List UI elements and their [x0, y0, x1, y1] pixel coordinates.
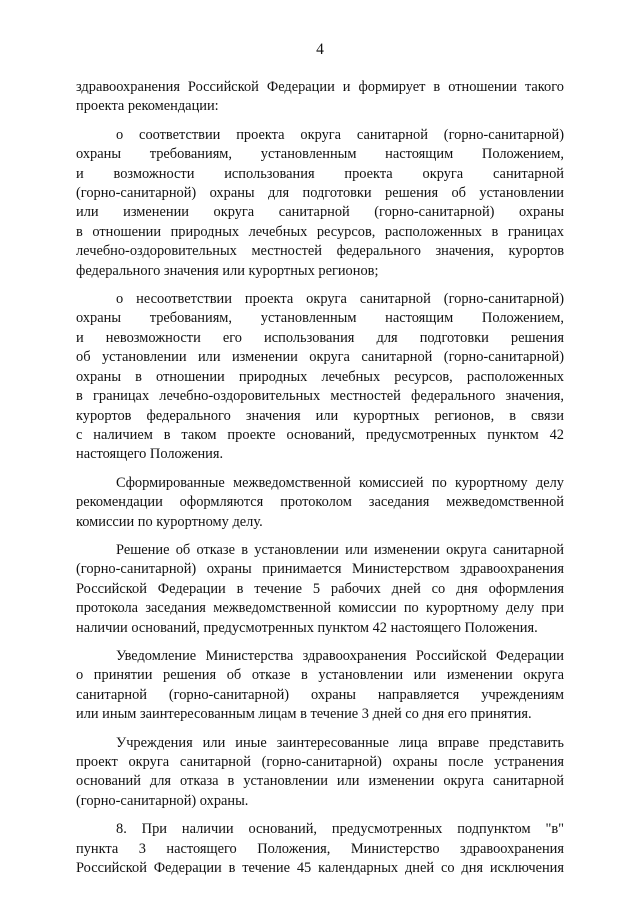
text-line: с наличием в таком проекте оснований, предусмотренных пунктом 42 — [76, 426, 564, 443]
text-line: в отношении природных лечебных ресурсов, расположенных в границах — [76, 223, 564, 240]
text-line: курортов федерального значения или курортных регионов, в связи — [76, 407, 564, 424]
text-line: проект округа санитарной (горно-санитарной) охраны после устранения — [76, 754, 564, 770]
text-line: (горно-санитарной) охраны. — [76, 792, 249, 809]
text-line: комиссии по курортному делу. — [76, 513, 263, 530]
text-line: и невозможности его использования для подготовки решения — [76, 329, 564, 346]
text-line: проекта рекомендации: — [76, 98, 219, 115]
text-line: Учреждения или иные заинтересованные лица вправе представить — [116, 734, 564, 751]
text-line: Уведомление Министерства здравоохранения Российской Федерации — [116, 647, 564, 664]
text-line: настоящего Положения. — [76, 446, 224, 463]
text-line: Сформированные межведомственной комиссией по курортному делу — [116, 474, 564, 491]
text-line: протокола заседания межведомственной комиссии по курортному делу при — [76, 600, 564, 617]
text-line: (горно-санитарной) охраны принимается Министерством здравоохранения — [76, 561, 564, 578]
text-line: санитарной (горно-санитарной) охраны направляется учреждениям — [76, 686, 564, 703]
text-line: пункта 3 настоящего Положения, Министерство здравоохранения — [76, 840, 564, 857]
text-line: охраны требованиям, установленным настоящим Положением, — [76, 310, 564, 327]
text-line: (горно-санитарной) охраны для подготовки решения об установлении — [76, 185, 564, 202]
text-line: наличии оснований, предусмотренных пунктом 42 настоящего Положения. — [76, 619, 538, 636]
text-line: Российской Федерации в течение 5 рабочих дней со дня оформления — [76, 580, 564, 597]
text-line: оснований для отказа в установлении или изменении округа санитарной — [76, 773, 564, 790]
text-line: лечебно-оздоровительных местностей федерального значения, курортов — [76, 243, 564, 260]
text-line: федерального значения или курортных регионов; — [76, 262, 379, 279]
text-line: Решение об отказе в установлении или изменении округа санитарной — [116, 541, 564, 558]
text-line: здравоохранения Российской Федерации и формирует в отношении такого — [76, 79, 564, 95]
page-number: 4 — [316, 41, 324, 58]
text-line: или иным заинтересованным лицам в течение 3 дней со дня его принятия. — [76, 706, 532, 723]
text-line: рекомендации оформляются протоколом заседания межведомственной — [76, 494, 564, 511]
text-line: о соответствии проекта округа санитарной (горно-санитарной) — [116, 126, 564, 143]
text-line: Российской Федерации в течение 45 календарных дней со дня исключения — [76, 860, 564, 877]
text-line: об установлении или изменении округа санитарной (горно-санитарной) — [76, 349, 564, 366]
text-line: охраны в отношении природных лечебных ресурсов, расположенных — [76, 368, 564, 385]
text-line: в границах лечебно-оздоровительных местностей федерального значения, — [76, 388, 564, 405]
text-line: о принятии решения об отказе в установлении или изменении округа — [76, 667, 564, 684]
text-line: о несоответствии проекта округа санитарной (горно-санитарной) — [116, 291, 564, 308]
text-line: 8. При наличии оснований, предусмотренных подпунктом "в" — [116, 821, 564, 838]
text-line: или изменении округа санитарной (горно-санитарной) охраны — [76, 204, 564, 221]
text-line: и возможности использования проекта округа санитарной — [76, 165, 564, 182]
text-line: охраны требованиям, установленным настоящим Положением, — [76, 146, 564, 163]
document-body — [76, 78, 564, 878]
